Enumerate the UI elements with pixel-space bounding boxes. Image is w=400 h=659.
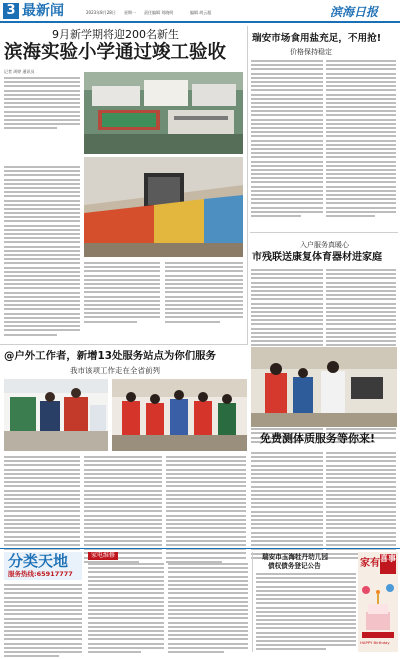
- ad-label-left: 家有: [360, 558, 380, 569]
- main-byline: 记者 周婷 通讯员: [4, 69, 35, 74]
- salt-headline: 瑞安市场食用盐充足，不用抢!: [252, 33, 382, 44]
- outdoor-headline: @户外工作者，新增13处服务站点为你们服务: [4, 350, 216, 362]
- salt-body-text-2: [326, 60, 396, 219]
- health-body-text: [251, 452, 323, 561]
- notice-title: 瑞安市玉海牡丹幼儿园: [262, 553, 328, 561]
- service-station-photo: [4, 379, 108, 451]
- main-kicker: 9月新学期将迎200名新生: [52, 28, 179, 41]
- main-body-text-1: [4, 77, 80, 131]
- rehab-headline: 市残联送康复体育器材进家庭: [252, 252, 382, 263]
- masthead: [0, 0, 400, 22]
- main-body-text-2: [4, 166, 80, 338]
- classified-text-2: [88, 563, 164, 655]
- designer: 编辑 胡云超: [190, 10, 212, 15]
- classified-text-3: [168, 563, 248, 655]
- health-body-text-2: [326, 452, 396, 561]
- ad-label-right: 喜事: [380, 554, 396, 574]
- school-interior-photo: [84, 157, 243, 257]
- health-headline: 免费测体质服务等你来!: [260, 432, 376, 445]
- ad-birthday-text: HAPPY Birthday: [360, 640, 390, 645]
- notice-subtitle: 债权债务登记公告: [268, 562, 321, 570]
- rehab-kicker: 入户服务真暖心: [300, 241, 349, 249]
- editor: 责任编辑 刘晓明: [144, 10, 174, 15]
- health-test-photo: [251, 347, 397, 427]
- salt-subtitle: 价格保持稳定: [290, 48, 332, 56]
- page-number: 3: [3, 3, 19, 19]
- notice-body-text: [256, 573, 356, 653]
- section-title: 最新闻: [22, 3, 64, 19]
- main-body-text-3: [84, 262, 160, 325]
- issue-date: 2023年8月28日: [86, 10, 116, 15]
- classified-title: 分类天地: [8, 552, 69, 570]
- appliance-repair-tag: 家电维修: [88, 552, 118, 560]
- classified-hotline: 服务热线:65917777: [8, 570, 73, 578]
- classified-box: [4, 552, 82, 580]
- outdoor-subtitle: 我市该项工作走在全省前列: [70, 366, 160, 375]
- classified-text-1: [4, 584, 82, 659]
- main-headline: 滨海实验小学通过竣工验收: [4, 42, 227, 63]
- volunteer-photo: [112, 379, 247, 451]
- salt-body-text: [251, 60, 323, 219]
- happy-occasion-ad: [358, 552, 398, 652]
- main-body-text-4: [165, 262, 243, 325]
- birthday-cake-illustration: [360, 582, 396, 642]
- masthead-logo: 滨海日报: [330, 5, 379, 19]
- issue-weekday: 星期一: [124, 10, 136, 15]
- school-aerial-photo: [84, 72, 243, 154]
